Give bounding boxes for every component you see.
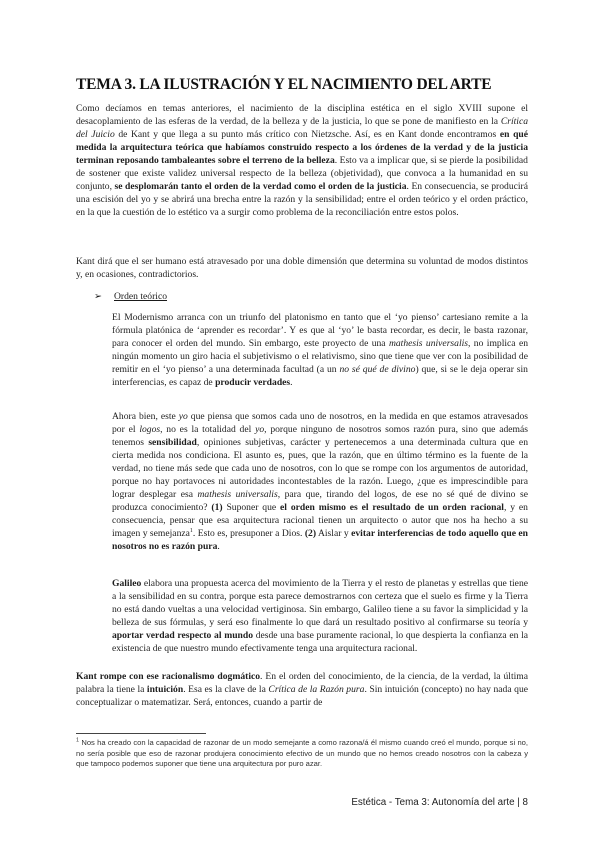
text-run: que piensa que somos cada uno de nosotros, en la medida en que estamos atravesados por el <box>112 411 528 435</box>
bullet-label: Orden teórico <box>114 291 168 302</box>
paragraph-yo-piensa <box>112 410 528 553</box>
text-run: Kant rompe con ese racionalismo dogmático <box>76 671 261 682</box>
text-run: yo <box>178 411 188 422</box>
text-run: no sé qué de divino <box>339 364 416 375</box>
paragraph-intro <box>76 102 528 219</box>
text-run: Como decíamos en temas anteriores, el nacimiento de la disciplina estética en el siglo XVIII supone el desacoplamiento de las esferas de la verdad, de la belleza y de la justicia, lo que se pone de manifiesto en la <box>76 103 528 127</box>
text-run: , y en consecuencia, pensar que esa arquitectura racional tienen un arquitecto o autor que nos ha hecho a su imagen y semejanza <box>112 502 528 539</box>
text-run: , no implica en ningún momento un giro hacia el subjetivismo o el relativismo, sino que tiene que ver con la posibilidad de remitir en el ‘yo pienso’ a una determinada facultad (a un <box>112 338 528 375</box>
bullet-orden-teorico <box>94 290 167 303</box>
footnote-number: 1 <box>76 737 80 744</box>
text-run: . Esto es, presuponer a Dios. <box>192 528 305 539</box>
text-run: logos <box>139 424 161 435</box>
footnote <box>76 738 528 770</box>
text-run: elabora una propuesta acerca del movimiento de la Tierra y el resto de planetas y estrellas que tiene a la sensibilidad en su contra, porque esta parece demostrarnos con certeza que el suelo es firme y la Tierra no está dando vueltas a una velocidad vertiginosa. Sin embargo, Galileo tiene a su favor la simplicidad y la belleza de sus fórmulas, y será eso finalmente lo que dará un resultado positivo al confirmarse su teoría y <box>112 578 528 628</box>
text-run: de Kant y que llega a su punto más crítico con Nietzsche. Así, es en Kant donde encontramos <box>114 129 500 140</box>
page-footer: Estética - Tema 3: Autonomía del arte | 8 <box>351 797 528 808</box>
text-run: (1) <box>211 502 223 513</box>
text-run: desde una base puramente racional, lo que despierta la confianza en la existencia de que nuestro mundo efectivamente tenga una arquitectura racional. <box>112 630 528 654</box>
text-run: Kant dirá que el ser humano está atravesado por una doble dimensión que determina su voluntad de modos distintos y, en ocasiones, contradictorios. <box>76 256 528 280</box>
text-run: aportar verdad respecto al mundo <box>112 630 254 641</box>
text-run: Aislar y <box>316 528 352 539</box>
text-run: (2) <box>304 528 317 539</box>
text-run: , no es la totalidad del <box>160 424 256 435</box>
text-run: intuición <box>146 684 184 695</box>
text-run: mathesis universalis <box>197 489 278 500</box>
text-run: . Esto va a implicar que, si se pierde la posibilidad de sostener que existe validez universal respecto de la belleza (objetividad), que convoca a la humanidad en su conjunto, <box>76 155 528 192</box>
text-run: . En consecuencia, se producirá una escisión del yo y se abrirá una brecha entre la razón y la sensibilidad; entre el orden teórico y el orden práctico, en la que la cuestión de lo estético va a surgir como problema de la reconciliación entre estos polos. <box>76 181 529 218</box>
paragraph-modernismo <box>112 311 528 389</box>
footnote-divider <box>76 733 206 734</box>
paragraph-kant-rompe <box>76 670 528 709</box>
text-run: evitar interferencias de todo aquello que en nosotros no es razón pura <box>112 528 528 552</box>
text-run: . Esa es la clave de la <box>183 684 269 695</box>
text-run: ) que, si se le deja operar sin interferencias, es capaz de <box>112 364 528 388</box>
page-title: TEMA 3. LA ILUSTRACIÓN Y EL NACIMIENTO DEL ARTE <box>76 76 492 93</box>
text-run: Galileo <box>112 578 142 589</box>
text-run: Ahora bien, este <box>112 411 179 422</box>
text-run: Suponer que <box>222 502 281 513</box>
text-run: se desplomarán tanto el orden de la verdad como el orden de la justicia <box>114 181 407 192</box>
paragraph-galileo <box>112 577 528 655</box>
text-run: sensibilidad <box>148 437 197 448</box>
text-run: en qué medida la arquitectura teórica que habíamos construido respecto a los órdenes de la verdad y de la justicia terminan reposando tambaleantes sobre el terreno de la belleza <box>76 129 528 166</box>
footnote-text: Nos ha creado con la capacidad de razonar de un modo semejante a como razona/á él mismo cuando creó el mundo, porque si no, no sería posible que eso de razonar produjera conocimiento efectivo de un mundo que no hemos creado nosotros con la cabeza y que tampoco podemos suponer que tiene una arquitectura por puro azar. <box>76 738 528 769</box>
text-run: El Modernismo arranca con un triunfo del platonismo en tanto que el ‘yo pienso’ cartesiano remite a la fórmula platónica de ‘aprender es recordar’. Y es que al ‘yo’ le basta recordar, es decir, le basta razonar, para conocer el orden del mundo. Sin embargo, este proyecto de una <box>112 312 528 349</box>
text-run: producir verdades <box>215 377 291 388</box>
text-run: , opiniones subjetivas, carácter y pertenecemos a una determinada cultura que en cierta medida nos condiciona. El asunto es, pues, que la razón, que en último término es la fuente de la verdad, no tiene más sede que cada uno de nosotros, con lo que se rompe con los argumentos de autoridad, porque no hay portavoces ni autoridades incontestables de la razón. Luego, ¿que es imprescindible para lograr desplegar esa <box>112 437 528 500</box>
text-run: mathesis universalis <box>388 338 469 349</box>
text-run: el orden mismo es el resultado de un orden racional <box>280 502 504 513</box>
paragraph-kant-dimension <box>76 255 528 281</box>
text-run: , para que, tirando del logos, de ese no sé qué de divino se produzca conocimiento? <box>112 489 528 513</box>
text-run: . Sin intuición (concepto) no hay nada que conceptualizar o matematizar. Será, entonces, cuando a partir de <box>76 684 529 708</box>
text-run: yo <box>255 424 265 435</box>
text-run: . <box>217 541 220 552</box>
text-run: . <box>290 377 293 388</box>
text-run: 1 <box>189 527 193 534</box>
text-run: , porque ninguno de nosotros somos razón pura, sino que además tenemos <box>112 424 528 448</box>
text-run: Crítica de la Razón pura <box>268 684 365 695</box>
text-run: . En el orden del conocimiento, de la ciencia, de la verdad, la última palabra la tiene la <box>76 671 528 695</box>
arrow-bullet-icon: ➢ <box>94 291 103 302</box>
text-run: Crítica del Juicio <box>76 116 528 140</box>
